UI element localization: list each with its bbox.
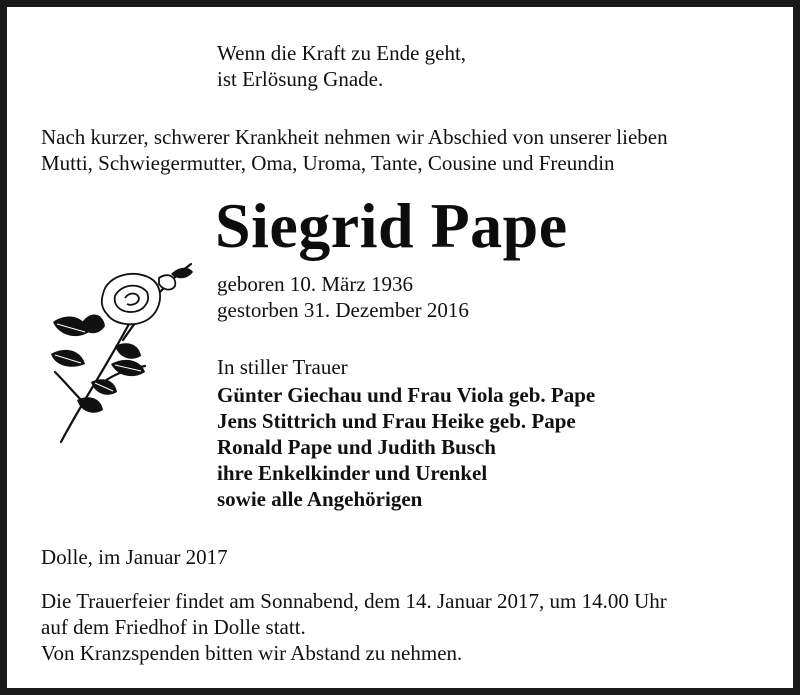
intro-line: Mutti, Schwiegermutter, Oma, Uroma, Tante, Cousine und Freundin [41, 151, 615, 175]
mourner-line: Günter Giechau und Frau Viola geb. Pape [217, 383, 596, 407]
birth-date: geboren 10. März 1936 [217, 272, 413, 296]
mourner-line: sowie alle Angehörigen [217, 487, 423, 511]
deceased-name: Siegrid Pape [215, 190, 568, 261]
rose-icon [41, 254, 201, 444]
motto-line: ist Erlösung Gnade. [217, 67, 384, 91]
mourning-heading: In stiller Trauer [217, 355, 348, 379]
mourners-list [217, 382, 595, 512]
info-line: auf dem Friedhof in Dolle statt. [41, 615, 306, 639]
funeral-info [41, 588, 667, 666]
death-date: gestorben 31. Dezember 2016 [217, 298, 469, 322]
mourner-line: ihre Enkelkinder und Urenkel [217, 461, 488, 485]
intro-line: Nach kurzer, schwerer Krankheit nehmen wir Abschied von unserer lieben [41, 125, 668, 149]
life-dates [217, 271, 469, 323]
motto-verse [217, 40, 466, 92]
place-date: Dolle, im Januar 2017 [41, 545, 228, 569]
info-line: Von Kranzspenden bitten wir Abstand zu nehmen. [41, 641, 463, 665]
info-line: Die Trauerfeier findet am Sonnabend, dem 14. Januar 2017, um 14.00 Uhr [41, 589, 667, 613]
intro-text [41, 124, 668, 176]
mourner-line: Jens Stittrich und Frau Heike geb. Pape [217, 409, 576, 433]
motto-line: Wenn die Kraft zu Ende geht, [217, 41, 467, 65]
mourner-line: Ronald Pape und Judith Busch [217, 435, 496, 459]
